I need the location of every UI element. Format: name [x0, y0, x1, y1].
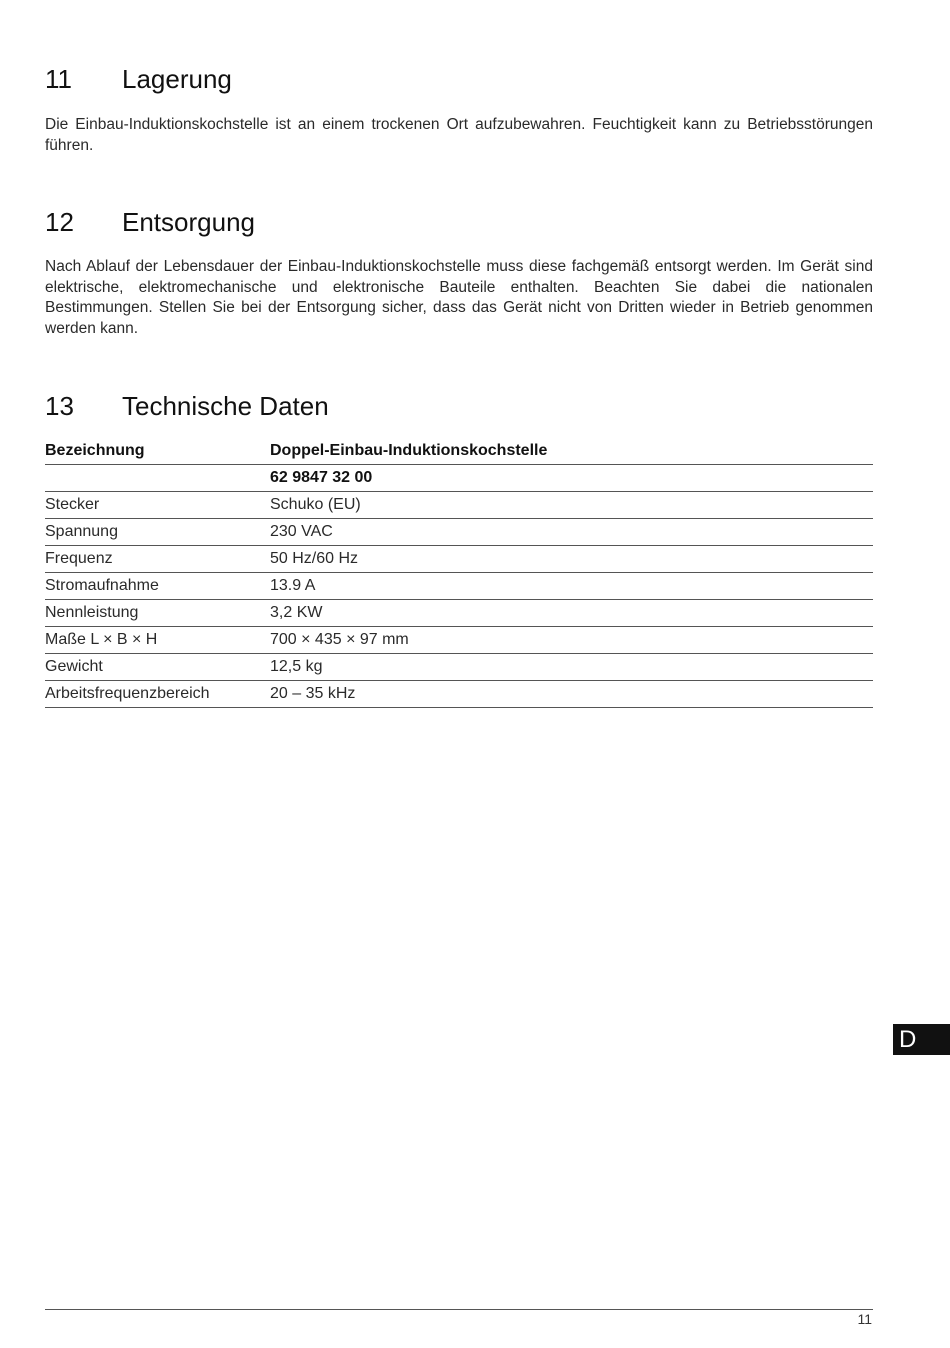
spec-label: Stromaufnahme	[45, 573, 270, 600]
section-entsorgung	[45, 206, 873, 337]
language-tab: D	[893, 1024, 950, 1055]
spec-value: 13.9 A	[270, 573, 873, 600]
spec-article-number: 62 9847 32 00	[270, 465, 873, 492]
spec-value: 12,5 kg	[270, 654, 873, 681]
spec-label: Arbeitsfrequenzbereich	[45, 681, 270, 708]
spec-header-label: Bezeichnung	[45, 438, 270, 465]
spec-article-row	[45, 465, 873, 492]
spec-header-value: Doppel-Einbau-Induktionskochstelle	[270, 438, 873, 465]
footer-divider	[45, 1309, 873, 1310]
spec-label: Gewicht	[45, 654, 270, 681]
spec-label: Spannung	[45, 519, 270, 546]
section-number: 13	[45, 391, 74, 421]
section-title: Technische Daten	[122, 391, 329, 421]
section-heading	[45, 63, 873, 95]
section-number: 12	[45, 207, 74, 237]
section-paragraph: Die Einbau-Induktionskochstelle ist an einem trockenen Ort aufzubewahren. Feuchtigkeit kann zu Betriebsstörungen führen.	[45, 116, 873, 154]
spec-value: 3,2 KW	[270, 600, 873, 627]
spec-label: Nennleistung	[45, 600, 270, 627]
table-row	[45, 681, 873, 708]
section-technische-daten	[45, 390, 873, 702]
section-number: 11	[45, 64, 72, 94]
spec-value: 50 Hz/60 Hz	[270, 546, 873, 573]
section-paragraph: Nach Ablauf der Lebensdauer der Einbau-Induktionskochstelle muss diese fachgemäß entsorgt werden. Im Gerät sind elektrische, elektromechanische und elektronische Bauteile enthalten. Beachten Sie dabei die nationalen Bestimmungen. Stellen Sie bei der Entsorgung sicher, dass das Gerät nicht von Dritten wieder in Betrieb genommen werden kann.	[45, 258, 873, 337]
spec-value: 230 VAC	[270, 519, 873, 546]
spec-table-header-row	[45, 438, 873, 465]
table-row	[45, 573, 873, 600]
section-heading	[45, 390, 873, 422]
section-lagerung	[45, 63, 873, 154]
section-heading	[45, 206, 873, 238]
spec-article-label-empty	[45, 465, 270, 492]
table-row	[45, 492, 873, 519]
spec-value: 20 – 35 kHz	[270, 681, 873, 708]
table-row	[45, 654, 873, 681]
section-title: Lagerung	[122, 64, 232, 94]
spec-label: Frequenz	[45, 546, 270, 573]
section-title: Entsorgung	[122, 207, 255, 237]
table-row	[45, 546, 873, 573]
spec-value: Schuko (EU)	[270, 492, 873, 519]
page-number: 11	[857, 1311, 872, 1327]
spec-label: Stecker	[45, 492, 270, 519]
table-row	[45, 627, 873, 654]
spec-table	[45, 438, 873, 708]
table-row	[45, 519, 873, 546]
spec-value: 700 × 435 × 97 mm	[270, 627, 873, 654]
spec-label: Maße L × B × H	[45, 627, 270, 654]
table-row	[45, 600, 873, 627]
